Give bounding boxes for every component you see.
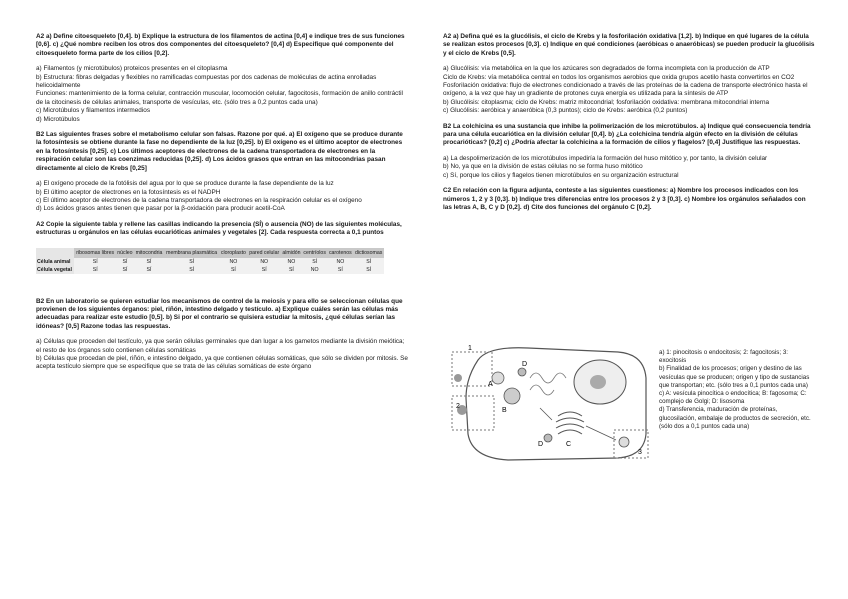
- table-cell: NO: [281, 258, 302, 266]
- arrow: [586, 426, 616, 440]
- cell-diagram-svg: [448, 338, 654, 468]
- answer-line: b) No, ya que en la división de estas células no se forma huso mitótico: [443, 163, 643, 171]
- table-cell: SÍ: [281, 266, 302, 274]
- answer-line: a) 1: pinocitosis o endocitosis; 2: fagocitosis; 3: exocitosis: [659, 349, 788, 365]
- answer-line: b) Estructura: fibras delgadas y flexibles no ramificadas compuestas por dos cadenas de moléculas de actina enrolladas helicoidalmente: [36, 73, 377, 90]
- answer-line: a) La despolimerización de los microtúbulos impediría la formación del huso mitótico y, por tanto, la división celular: [443, 154, 768, 162]
- diagram-label: D: [522, 361, 528, 368]
- table-cell: SÍ: [116, 258, 134, 266]
- table-corner-cell: [36, 248, 74, 258]
- diagram-label: 2: [456, 403, 460, 410]
- table-cell: SÍ: [164, 258, 219, 266]
- table-cell: SÍ: [134, 266, 164, 274]
- question-table: A2 Copie la siguiente tabla y rellene las casillas indicando la presencia (SÍ) o ausencia (NO) de las siguientes moléculas, estructuras u orgánulos en las células eucarióticas animales y vegetales [2]. Cada respuesta correcta a 0,1 puntos: [36, 220, 402, 237]
- question-colchicine: B2 La colchicina es una sustancia que inhibe la polimerización de los microtúbulos. a) Indique qué consecuencia tendría para una célula eucariótica en la división celular [0,4]. b) ¿La colchicina tendría algún efecto en la división de células procarióticas? [0,2] c) ¿Podría afectar la colchicina a la formación de cilios y flagelos? [0,4] Justifique las respuestas.: [443, 122, 811, 147]
- table-header: dictiosomas: [354, 249, 383, 256]
- table-cell: NO: [302, 266, 328, 274]
- question-figure: C2 En relación con la figura adjunta, conteste a las siguientes cuestiones: a) Nombre los procesos indicados con los números 1, 2 y 3 [0,3]. b) Indique tres diferencias entre los procesos 2 y 3 [0,3]. c) Nombre los orgánulos señalados con las letras A, B, C y D [0,2]. d) Cite dos funciones del orgánulo C [0,2].: [443, 187, 806, 211]
- answer-line: Funciones: mantenimiento de la forma celular, contracción muscular, locomoción celular, fagocitosis, formación de anillo contráctil de la citocinesis de células animales, transporte de vesículas, etc. (sólo tres a 0,2 puntos cada una): [36, 90, 403, 106]
- nucleolus: [590, 375, 606, 389]
- cell-diagram: [448, 338, 654, 468]
- answer-line: b) Glucólisis: citoplasma; ciclo de Krebs: matriz mitocondrial; fosforilación oxidativa: membrana mitocondrial interna: [443, 98, 770, 106]
- answer-line: c) A: vesícula pinocítica o endocítica; B: fagosoma; C: complejo de Golgi; D: lisosoma: [659, 390, 807, 406]
- lysosome-d: [518, 368, 526, 376]
- answer-line: a) Células que proceden del testículo, ya que serán células germinales que dan lugar a los gametos mediante la división meiótica; el resto de los órganos solo contienen células somáticas: [36, 338, 405, 354]
- answer-line: d) Microtúbulos: [36, 115, 80, 123]
- question-glycolysis: A2 a) Defina qué es la glucólisis, el ciclo de Krebs y la fosforilación oxidativa [1,2]. b) Indique en qué lugares de la célula se realizan estos procesos [0,3]. c) Indique en qué condiciones (aeróbicas o anaeróbicas) se pueden producir la glucólisis y el ciclo de Krebs [0,5].: [443, 33, 815, 57]
- table-header: ribosomas libres: [76, 249, 115, 256]
- lysosome-d2: [544, 434, 552, 442]
- table-cell: SÍ: [74, 258, 115, 266]
- table-header: carotenos: [328, 249, 352, 256]
- table-cell: NO: [219, 258, 247, 266]
- left-column: [36, 33, 408, 372]
- diagram-label: A: [488, 381, 493, 388]
- vesicle-a: [492, 372, 504, 384]
- table-cell: SÍ: [353, 266, 384, 274]
- table-header-row: [36, 248, 384, 258]
- table-row: [36, 258, 384, 266]
- table-header: mitocondria: [135, 249, 163, 256]
- answer-line: b) Células que procedan de piel, riñón, e intestino delgado, ya que contienen células somáticas, que sólo se dividen por mitosis. Se acepta testículo siempre que se especifique que se trata de las células somáticas de este órgano: [36, 354, 408, 371]
- table-header: almidón: [282, 249, 301, 256]
- cell-comparison-table: [36, 248, 384, 274]
- external-particle: [454, 374, 462, 382]
- answer-line: d) Transferencia, maduración de proteínas, glucosilación, embalaje de productos de secreción, etc. (sólo dos a 0,1 puntos cada una): [659, 406, 811, 430]
- figure-answers: [659, 349, 815, 431]
- table-header: membrana plasmática: [164, 248, 219, 258]
- question-metabolism: B2 Las siguientes frases sobre el metabolismo celular son falsas. Razone por qué. a) El oxígeno que se produce durante la fotosíntesis se obtiene durante la fase no dependiente de la luz [0,25]. b) El oxígeno es el último aceptor de electrones en la fotosíntesis [0,25]. c) Los últimos aceptores de electrones de la cadena transportadora de electrones en la respiración celular son las coenzimas reducidas [0,25]. d) Los ácidos grasos que entran en las mitocondrias pasan directamente al ciclo de Krebs [0,25]: [36, 131, 403, 172]
- answer-line: b) Finalidad de los procesos; origen y destino de las vesículas que se producen; origen y tipo de sustancias que transportan; etc. (sólo tres a 0,1 puntos cada una): [659, 365, 810, 389]
- answer-line: a) Glucólisis: vía metabólica en la que los azúcares son degradados de forma incompleta con la producción de ATP: [443, 65, 770, 73]
- phagosome-b: [504, 388, 520, 404]
- answer-line: c) El último aceptor de electrones de la cadena transportadora de electrones en la respiración celular es el oxígeno: [36, 196, 362, 204]
- table-cell: SÍ: [248, 266, 281, 274]
- table-header: pared celular: [249, 249, 280, 256]
- answer-line: a) El oxígeno procede de la fotólisis del agua por lo que se produce durante la fase dependiente de la luz: [36, 180, 334, 188]
- golgi-apparatus: [556, 412, 584, 434]
- row-label: Célula vegetal: [36, 266, 74, 274]
- arrow: [540, 408, 552, 420]
- diagram-label: 3: [638, 449, 642, 456]
- diagram-label: B: [502, 407, 507, 414]
- table-cell: SÍ: [134, 258, 164, 266]
- table-cell: SÍ: [219, 266, 247, 274]
- table-cell: NO: [248, 258, 281, 266]
- answer-line: a) Filamentos (y microtúbulos) proteicos presentes en el citoplasma: [36, 65, 228, 73]
- table-header: núcleo: [117, 249, 133, 256]
- row-label: Célula animal: [36, 258, 74, 266]
- table-cell: NO: [327, 258, 353, 266]
- table-row: [36, 266, 384, 274]
- diagram-label: C: [566, 441, 572, 448]
- right-column: [443, 33, 815, 216]
- table-cell: SÍ: [164, 266, 219, 274]
- endoplasmic-reticulum: [530, 373, 566, 395]
- answer-line: d) Los ácidos grasos antes tienen que pasar por la β-oxidación para producir acetil-CoA: [36, 205, 285, 213]
- answer-line: Fosforilación oxidativa: flujo de electrones condicionado a través de las proteínas de la cadena de transporte electrónico hasta el oxígeno, a la vez que hay un gradiente de protones cuya energía es utilizada para la síntesis de ATP: [443, 82, 808, 98]
- diagram-label: D: [538, 441, 544, 448]
- diagram-label: 1: [468, 345, 472, 352]
- table-header: cloroplasto: [220, 249, 246, 256]
- table-cell: SÍ: [327, 266, 353, 274]
- question-cytoskeleton: A2 a) Define citoesqueleto [0,4]. b) Explique la estructura de los filamentos de actina [0,4] e indique tres de sus funciones [0,6]. c) ¿Qué nombre reciben los otros dos componentes del citoesqueleto? [0,4] d) Especifique qué componente del citoesqueleto forma parte de los cilios [0,2].: [36, 33, 405, 57]
- answer-line: c) Glucólisis: aeróbica y anaeróbica (0,3 puntos); ciclo de Krebs: aeróbica (0,2 puntos): [443, 107, 688, 115]
- table-cell: SÍ: [116, 266, 134, 274]
- table-cell: SÍ: [302, 258, 328, 266]
- answer-line: c) Sí, porque los cilios y flagelos tienen microtúbulos en su organización estructural: [443, 171, 679, 179]
- table-cell: SÍ: [353, 258, 384, 266]
- table-header: centríolos: [303, 249, 326, 256]
- answer-line: b) El último aceptor de electrones en la fotosíntesis es el NADPH: [36, 188, 221, 196]
- question-meiosis: B2 En un laboratorio se quieren estudiar los mecanismos de control de la meiosis y para ello se seleccionan células que provienen de los siguientes órganos: piel, riñón, intestino delgado y testículo. a) Explique cuáles serán las células más adecuadas para realizar este estudio [0,5]. b) Si por el contrario se quisiera estudiar la mitosis, ¿qué células serían las idóneas? [0,5] Razone todas las respuestas.: [36, 297, 403, 330]
- exocytic-vesicle: [619, 437, 629, 447]
- answer-line: Ciclo de Krebs: vía metabólica central en todos los organismos aerobios que oxida grupos acetilo hasta convertirlos en CO2: [443, 73, 795, 81]
- table-cell: SÍ: [74, 266, 115, 274]
- answer-line: c) Microtúbulos y filamentos intermedios: [36, 107, 151, 115]
